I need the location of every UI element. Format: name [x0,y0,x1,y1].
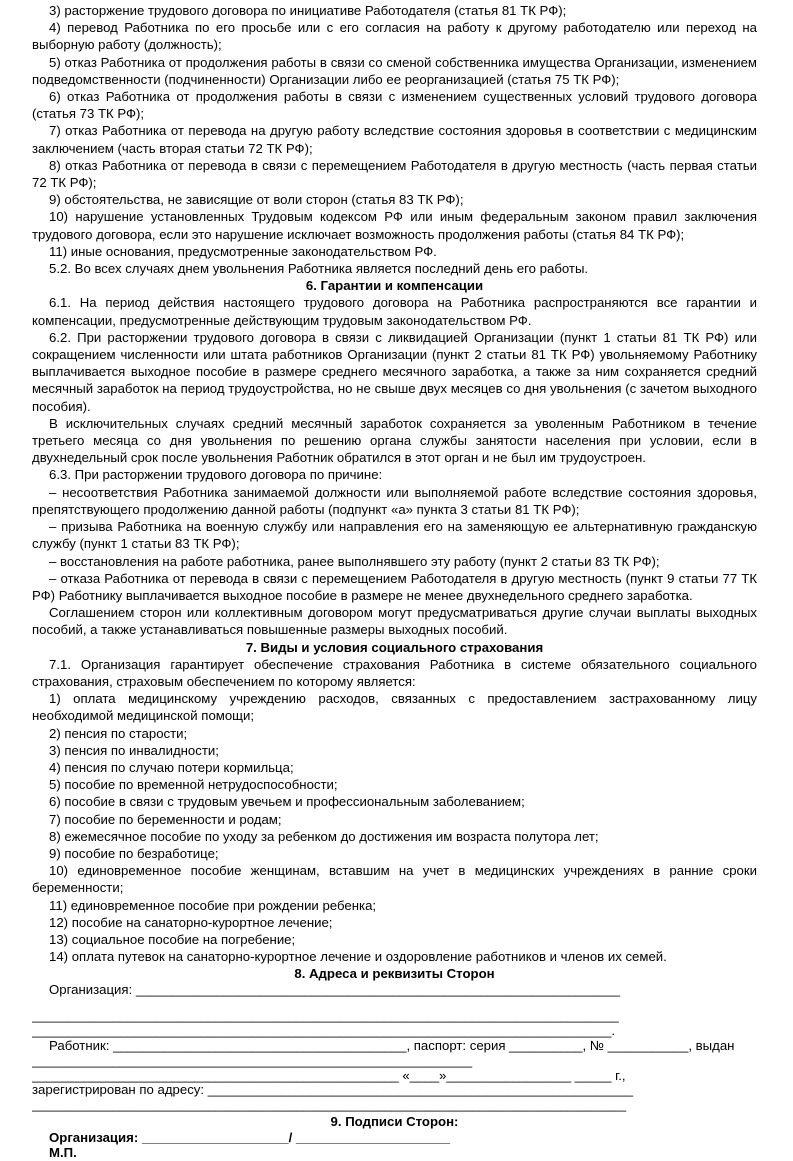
organization-address-line: Организация: __________________________________________________________________ [49,982,620,997]
contract-clause: 6.3. При расторжении трудового договора по причине: [49,467,383,483]
contract-clause: Соглашением сторон или коллективным договором могут предусматриваться другие случаи выплаты выходных пособий, а также устанавливаться повышенные размеры выходных пособий. [32,605,757,638]
organization-address-line: _______________________________________________________________________________. [32,1024,616,1039]
contract-clause: 12) пособие на санаторно-курортное лечение; [49,914,333,930]
contract-clause: 1) оплата медицинскому учреждению расходов, связанных с предоставлением застрахованному лицу необходимой медицинской помощи; [32,691,757,724]
contract-clause: 10) нарушение установленных Трудовым кодексом РФ или иным федеральным законом правил заключения трудового договора, если это нарушение исключает возможность продолжения работы (статья 84 ТК РФ); [32,209,757,242]
contract-clause: – несоответствия Работника занимаемой должности или выполняемой работе вследствие состояния здоровья, препятствующего продолжению данной работы (подпункт «а» пункта 3 статьи 81 ТК РФ); [32,484,757,517]
contract-clause: 11) единовременное пособие при рождении ребенка; [49,897,377,913]
contract-clause: 6.1. На период действия настоящего трудового договора на Работника распространяются все гарантии и компенсации, предусмотренные действующим трудовым законодательством РФ. [32,295,757,328]
contract-clause: 5) отказ Работника от продолжения работы в связи со сменой собственника имущества Организации, изменением подведомственности (подчиненности) Организации либо ее реорганизацией (статья 75 ТК РФ); [32,54,757,87]
contract-clause: 14) оплата путевок на санаторно-курортное лечение и оздоровление работников и членов их семей. [49,949,667,965]
contract-clause: 7) отказ Работника от перевода на другую работу вследствие состояния здоровья в соответствии с медицинским заключением (часть вторая статьи 72 ТК РФ); [32,123,757,156]
contract-clause: 8) отказ Работника от перевода в связи с перемещением Работодателя в другую местность (часть первая статьи 72 ТК РФ); [32,157,757,191]
section-heading: 9. Подписи Сторон: [330,1113,459,1129]
contract-clause: 9) пособие по безработице; [49,845,219,861]
contract-clause: 6) отказ Работника от продолжения работы в связи с изменением существенных условий трудового договора (статья 73 ТК РФ); [32,89,757,122]
contract-clause: 11) иные основания, предусмотренные законодательством РФ. [49,243,437,259]
stamp-place-label: М.П. [49,1145,77,1161]
passport-issue-date-line: __________________________________________________ «____»_________________ _____ г., [32,1068,626,1083]
organization-signature-line: Организация: ____________________/ _____________________ [49,1130,450,1146]
contract-clause: 6) пособие в связи с трудовым увечьем и профессиональным заболеванием; [49,794,525,810]
contract-clause: 8) ежемесячное пособие по уходу за ребенком до достижения им возраста полутора лет; [49,828,599,844]
contract-clause: 4) пенсия по случаю потери кормильца; [49,759,294,775]
contract-clause: 10) единовременное пособие женщинам, вставшим на учет в медицинских учреждениях в ранние сроки беременности; [32,863,757,896]
contract-clause: 7) пособие по беременности и родам; [49,811,282,827]
contract-clause: 13) социальное пособие на погребение; [49,931,296,947]
contract-clause: 6.2. При расторжении трудового договора в связи с ликвидацией Организации (пункт 1 статьи 81 ТК РФ) или сокращением численности или штата работников Организации (пункт 2 статьи 81 ТК РФ) увольняемому Работнику выплачивается выходное пособие в размере среднего месячного заработка, а также за ним сохраняется средний месячный заработок на период трудоустройства, но не свыше двух месяцев со дня увольнения (с зачетом выходного пособия). [32,329,757,414]
employee-passport-line: Работник: ________________________________________, паспорт: серия __________, № ___________, выдан [49,1038,735,1053]
section-heading: 6. Гарантии и компенсации [305,278,484,294]
document-body [32,2,757,1161]
employee-registration-line: зарегистрирован по адресу: __________________________________________________________ [32,1083,634,1098]
contract-clause: 5.2. Во всех случаях днем увольнения Работника является последний день его работы. [49,261,589,277]
contract-clause: 3) расторжение трудового договора по инициативе Работодателя (статья 81 ТК РФ); [49,3,567,18]
contract-clause: – призыва Работника на военную службу или направления его на заменяющую ее альтернативную гражданскую службу (пункт 1 статьи 83 ТК РФ); [32,519,757,552]
contract-clause: 4) перевод Работника по его просьбе или с его согласия на работу к другому работодателю или переход на выборную работу (должность); [32,20,757,53]
contract-clause: 3) пенсия по инвалидности; [49,742,219,758]
contract-clause: – отказа Работника от перевода в связи с перемещением Работодателя в другую местность (пункт 9 статьи 77 ТК РФ) Работнику выплачивается выходное пособие в размере не менее двухнедельного среднего заработка. [32,570,757,603]
contract-clause: 7.1. Организация гарантирует обеспечение страхования Работника в системе обязательного социального страхования, страховым обеспечением по которому является: [32,656,757,689]
section-heading: 8. Адреса и реквизиты Сторон [294,966,495,982]
organization-address-line: ________________________________________________________________________________ [32,1009,619,1024]
contract-clause: 9) обстоятельства, не зависящие от воли сторон (статья 83 ТК РФ); [49,192,464,208]
employee-passport-line: ____________________________________________________________ [32,1053,473,1068]
contract-clause: В исключительных случаях средний месячный заработок сохраняется за уволенным Работником в течение третьего месяца со дня увольнения по решению органа службы занятости населения при условии, если в двухнедельный срок после увольнения Работник обратился в этот орган и не был им трудоустроен. [32,415,757,466]
contract-clause: 5) пособие по временной нетрудоспособности; [49,777,338,793]
contract-clause: – восстановления на работе работника, ранее выполнявшего эту работу (пункт 2 статьи 83 ТК РФ); [49,553,660,569]
section-heading: 7. Виды и условия социального страхования [245,639,544,655]
employee-registration-line: _________________________________________________________________________________ [32,1098,627,1113]
blank-line [32,997,757,1009]
contract-clause: 2) пенсия по старости; [49,725,188,741]
